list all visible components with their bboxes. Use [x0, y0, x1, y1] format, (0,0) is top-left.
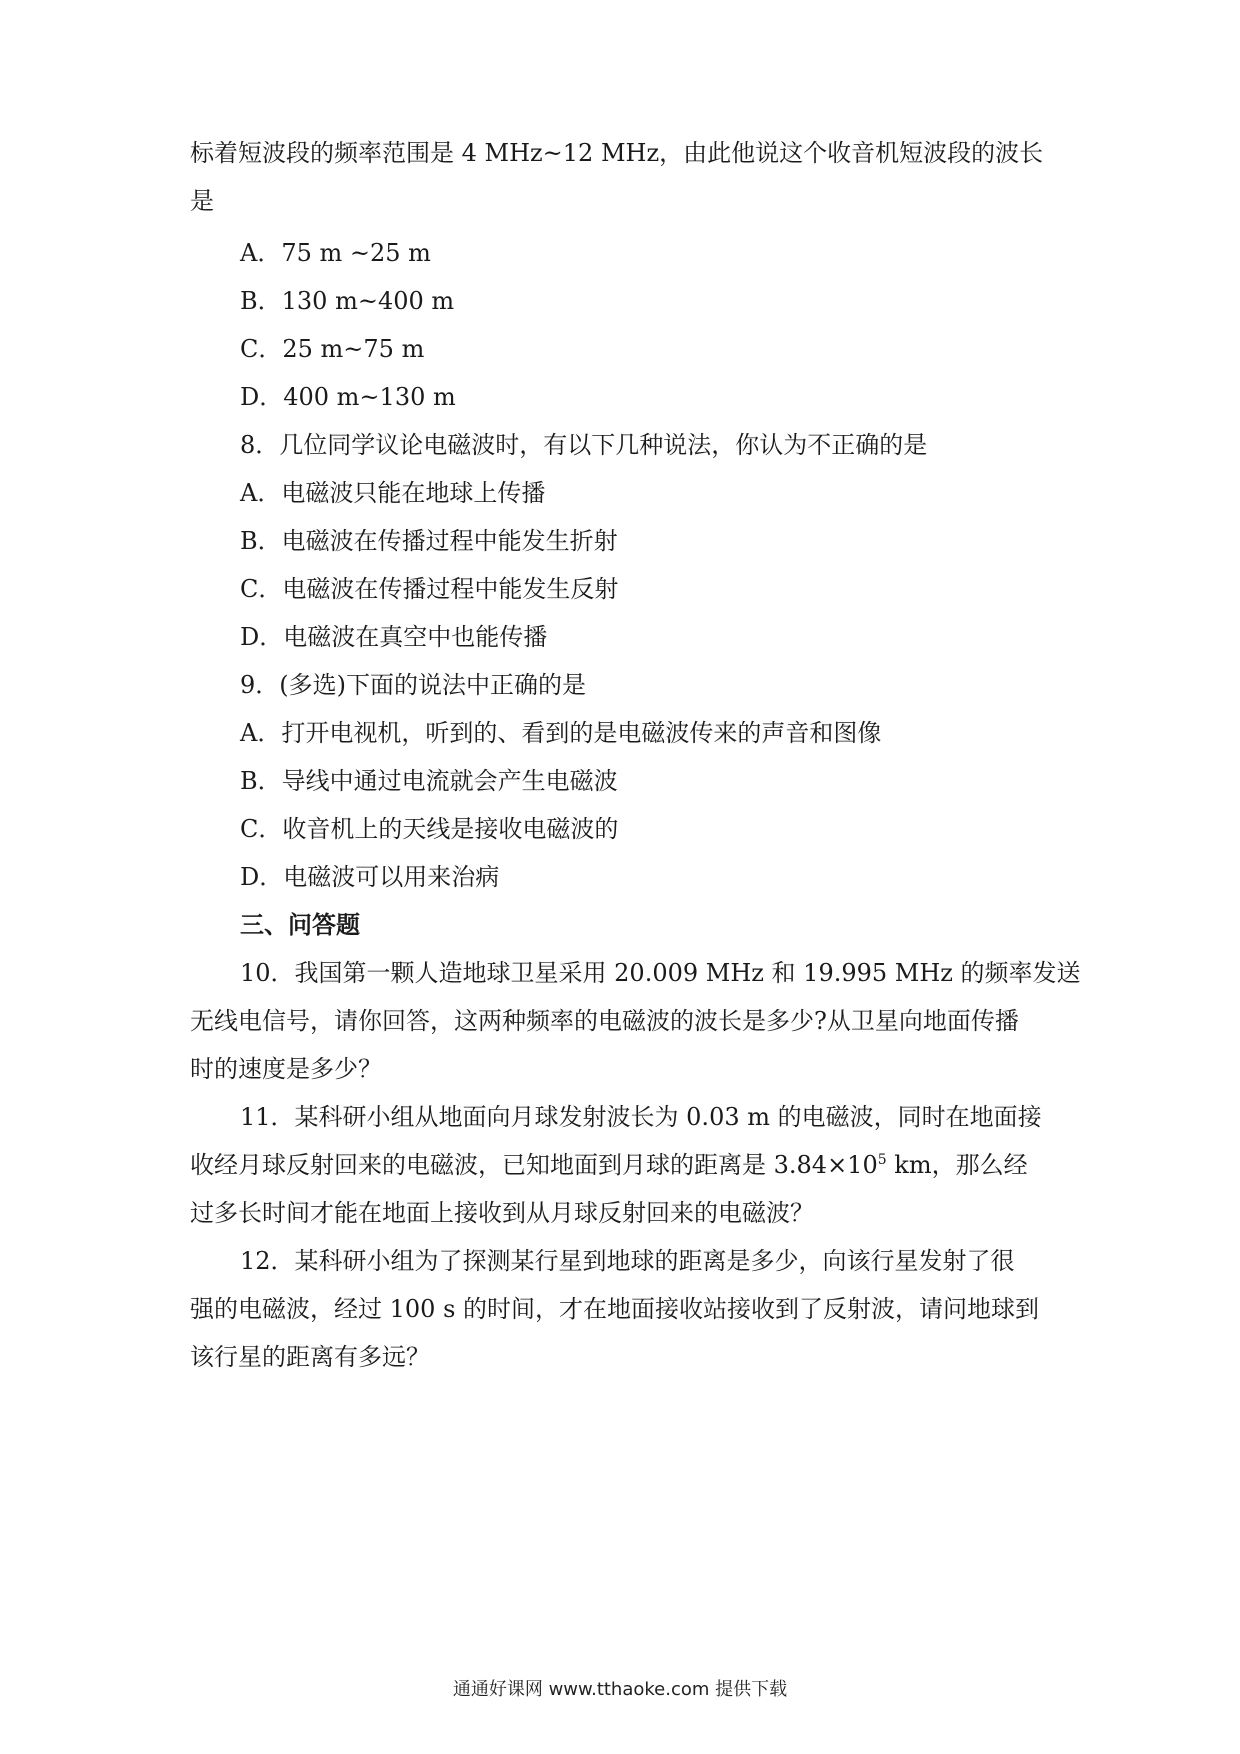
q8-stem: 8．几位同学议论电磁波时，有以下几种说法，你认为不正确的是: [240, 431, 928, 459]
q9-stem: 9．(多选)下面的说法中正确的是: [240, 671, 586, 699]
q11-line-2-pre: 收经月球反射回来的电磁波，已知地面到月球的距离是 3.84×10: [190, 1151, 878, 1179]
q10-line-1: 10．我国第一颗人造地球卫星采用 20.009 MHz 和 19.995 MHz 的频率发送: [240, 959, 1081, 987]
q7-option-a: A．75 m ~25 m: [240, 239, 431, 267]
intro-line-1: 标着短波段的频率范围是 4 MHz~12 MHz，由此他说这个收音机短波段的波长: [190, 139, 1044, 167]
q11-exponent: 5: [877, 1152, 887, 1168]
q12-line-2: 强的电磁波，经过 100 s 的时间，才在地面接收站接收到了反射波，请问地球到: [190, 1295, 1040, 1323]
footer-source: 通通好课网 www.tthaoke.com 提供下载: [452, 1679, 788, 1700]
q12-line-1: 12．某科研小组为了探测某行星到地球的距离是多少，向该行星发射了很: [240, 1247, 1015, 1275]
q10-line-3: 时的速度是多少？: [190, 1055, 382, 1083]
q9-option-a: A．打开电视机，听到的、看到的是电磁波传来的声音和图像: [240, 719, 882, 747]
q11-line-3: 过多长时间才能在地面上接收到从月球反射回来的电磁波？: [190, 1199, 814, 1227]
intro-line-2: 是: [190, 187, 214, 215]
q11-line-2: [190, 1149, 1028, 1181]
section-heading: 三、问答题: [240, 910, 360, 939]
q8-option-b: B．电磁波在传播过程中能发生折射: [240, 527, 618, 555]
q12-line-3: 该行星的距离有多远？: [190, 1343, 430, 1371]
q8-option-a: A．电磁波只能在地球上传播: [240, 479, 546, 507]
q9-option-c: C．收音机上的天线是接收电磁波的: [240, 815, 619, 843]
q7-option-d: D．400 m~130 m: [240, 383, 456, 411]
q7-option-c: C．25 m~75 m: [240, 335, 425, 363]
q7-option-b: B．130 m~400 m: [240, 287, 455, 315]
q11-line-1: 11．某科研小组从地面向月球发射波长为 0.03 m 的电磁波，同时在地面接: [240, 1103, 1042, 1131]
q9-option-d: D．电磁波可以用来治病: [240, 863, 500, 891]
q10-line-2: 无线电信号，请你回答，这两种频率的电磁波的波长是多少?从卫星向地面传播: [190, 1007, 1019, 1035]
q11-line-2-post: km，那么经: [886, 1151, 1028, 1179]
q8-option-c: C．电磁波在传播过程中能发生反射: [240, 575, 619, 603]
q9-option-b: B．导线中通过电流就会产生电磁波: [240, 767, 618, 795]
q8-option-d: D．电磁波在真空中也能传播: [240, 623, 548, 651]
